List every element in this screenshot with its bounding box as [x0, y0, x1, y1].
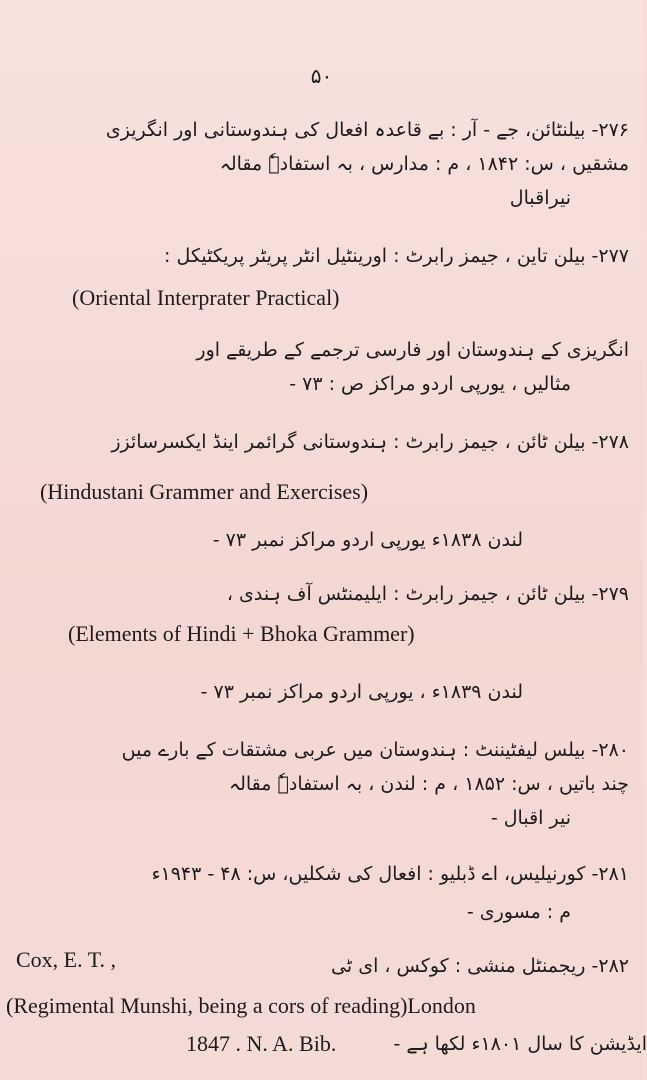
entry-280-line-3: نیر اقبال - — [490, 807, 571, 829]
entry-279-line-2: لندن ۱۸۳۹ء ، یورپی اردو مراکز نمبر ۷۳ - — [200, 681, 523, 703]
entry-279-english-title: (Elements of Hindi + Bhoka Grammer) — [68, 621, 415, 646]
entry-278-english-title: (Hindustani Grammer and Exercises) — [40, 479, 369, 504]
page-number: ۵۰ — [310, 64, 333, 88]
entry-282-english-bib: 1847 . N. A. Bib. — [186, 1031, 337, 1056]
entry-277-line-2: انگریزی کے ہندوستان اور فارسی ترجمے کے طریقے اور — [196, 339, 629, 361]
entry-282-line-1: ۲۸۲- ریجمنٹل منشی : کوکس ، ای ٹی — [331, 955, 629, 977]
entry-276-line-1: ۲۷۶- بیلنٹائن، جے - آر : بے قاعدہ افعال کی ہندوستانی اور انگریزی — [105, 119, 629, 141]
entry-280-line-1: ۲۸۰- بیلس لیفٹیننٹ : ہندوستان میں عربی مشتقات کے بارے میں — [121, 739, 629, 761]
entry-282-english-title: (Regimental Munshi, being a cors of reading)London — [6, 993, 476, 1018]
entry-281-line-1: ۲۸۱- کورنیلیس، اے ڈبلیو : افعال کی شکلیں، س: ۴۸ - ۱۹۴۳ء — [151, 863, 629, 885]
entry-276-line-3: نیراقبال — [509, 187, 571, 209]
entry-282-english-author: Cox, E. T. , — [16, 947, 117, 972]
entry-279-line-1: ۲۷۹- بیلن ٹائن ، جیمز رابرٹ : ایلیمنٹس آف ہندی ، — [226, 583, 629, 605]
entry-281-line-2: م : مسوری - — [466, 901, 571, 923]
entry-278-line-2: لندن ۱۸۳۸ء یورپی اردو مراکز نمبر ۷۳ - — [212, 529, 523, 551]
entry-276-line-2: مشقیں ، س: ۱۸۴۲ ، م : مدارس ، بہ استفادہٗ مقالہ — [219, 153, 629, 175]
entry-277-line-1: ۲۷۷- بیلن تاین ، جیمز رابرٹ : اورینٹیل انٹر پریٹر پریکٹیکل : — [164, 245, 629, 267]
entry-280-line-2: چند باتیں ، س: ۱۸۵۲ ، م : لندن ، بہ استفادہٗ مقالہ — [228, 773, 629, 795]
entry-282-line-2: ایڈیشن کا سال ۱۸۰۱ء لکھا ہے - — [393, 1033, 647, 1055]
entry-277-line-3: مثالیں ، یورپی اردو مراکز ص : ۷۳ - — [289, 373, 571, 395]
entry-277-english-title: (Oriental Interprater Practical) — [72, 285, 340, 310]
entry-278-line-1: ۲۷۸- بیلن ٹائن ، جیمز رابرٹ : ہندوستانی گرائمر اینڈ ایکسرسائزز — [111, 431, 629, 453]
